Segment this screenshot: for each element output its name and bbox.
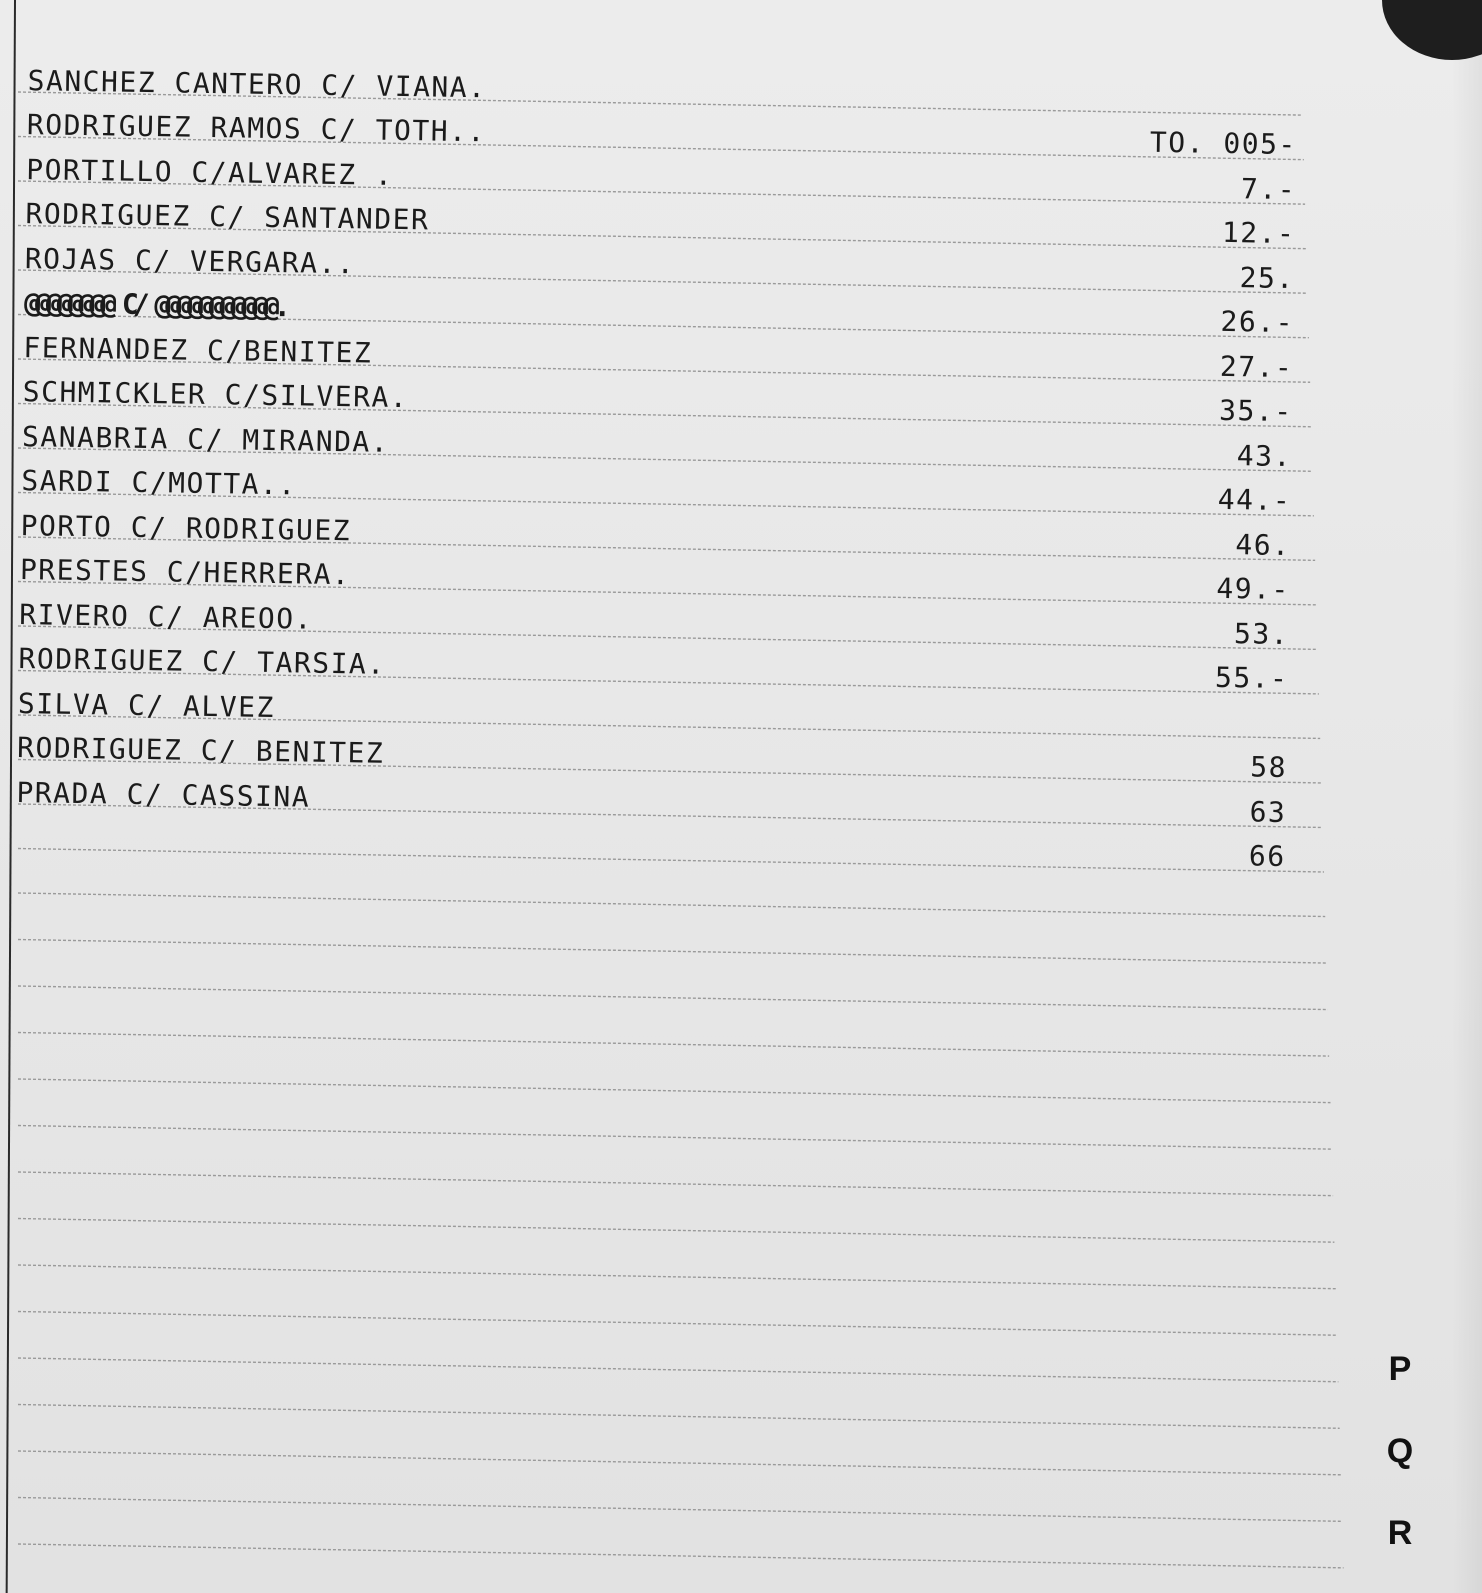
entry-name-scribbled: @@@@@@@@ C/ @@@@@@@@@@@. xyxy=(23,286,285,324)
ruled-line xyxy=(18,1405,1340,1429)
entry-name: SANABRIA C/ MIRANDA. xyxy=(21,419,390,459)
entry-name: PORTO C/ RODRIGUEZ xyxy=(20,508,352,547)
ruled-line xyxy=(18,1079,1330,1103)
ruled-line xyxy=(18,1172,1333,1196)
ruled-line xyxy=(18,1312,1337,1336)
entry-name: ROJAS C/ VERGARA.. xyxy=(24,241,356,280)
entry-number: 27.- xyxy=(1219,349,1294,384)
entry-number: 46. xyxy=(1235,527,1291,562)
entry-name: PRESTES C/HERRERA. xyxy=(19,553,351,592)
entry-list xyxy=(7,58,1319,879)
entry-number: 35.- xyxy=(1218,393,1293,429)
entry-number: 53. xyxy=(1233,616,1290,651)
entry-number: 58 xyxy=(1250,750,1288,784)
entry-number: 7.- xyxy=(1240,171,1297,206)
entry-name: SCHMICKLER C/SILVERA. xyxy=(22,375,409,415)
ruled-line xyxy=(18,1126,1332,1150)
entry-name: SANCHEZ CANTERO C/ VIANA. xyxy=(27,63,487,104)
entry-number: 26.- xyxy=(1220,304,1295,340)
entry-number: TO. 005- xyxy=(1149,125,1298,162)
ruled-line xyxy=(18,1544,1344,1568)
entry-name: SARDI C/MOTTA.. xyxy=(21,464,297,502)
entry-name: PRADA C/ CASSINA xyxy=(16,775,311,814)
entry-name: PORTILLO C/ALVAREZ . xyxy=(25,152,394,192)
ruled-line xyxy=(18,1219,1334,1243)
entry-number: 25. xyxy=(1239,260,1295,295)
ruled-line xyxy=(18,1033,1329,1057)
tab-letter-r: R xyxy=(1387,1514,1413,1552)
ruled-line xyxy=(18,986,1328,1010)
tab-letter-p: P xyxy=(1388,1350,1412,1388)
ruled-line xyxy=(18,1265,1336,1289)
entry-number: 49.- xyxy=(1216,571,1291,607)
entry-name: RODRIGUEZ C/ SANTANDER xyxy=(25,197,430,237)
entry-name: RODRIGUEZ RAMOS C/ TOTH.. xyxy=(26,108,487,149)
tab-letter-q: Q xyxy=(1386,1432,1414,1470)
entry-name: RODRIGUEZ C/ BENITEZ xyxy=(16,731,385,770)
ruled-line xyxy=(18,940,1327,964)
ruled-line xyxy=(18,893,1325,917)
entry-number: 43. xyxy=(1236,438,1293,473)
entry-number: 63 xyxy=(1249,794,1287,829)
entry-name: RODRIGUEZ C/ TARSIA. xyxy=(18,642,386,681)
entry-number: 44.- xyxy=(1217,482,1292,518)
entry-name: SILVA C/ ALVEZ xyxy=(17,686,276,724)
entry-name: FERNANDEZ C/BENITEZ xyxy=(23,330,373,370)
ruled-line xyxy=(18,1358,1338,1382)
ruled-line xyxy=(18,1498,1342,1522)
entry-number: 66 xyxy=(1248,839,1286,873)
entry-number: 55.- xyxy=(1214,660,1289,695)
ruled-line xyxy=(18,1451,1341,1475)
entry-number: 12.- xyxy=(1221,215,1296,251)
entry-name: RIVERO C/ AREOO. xyxy=(19,597,314,636)
